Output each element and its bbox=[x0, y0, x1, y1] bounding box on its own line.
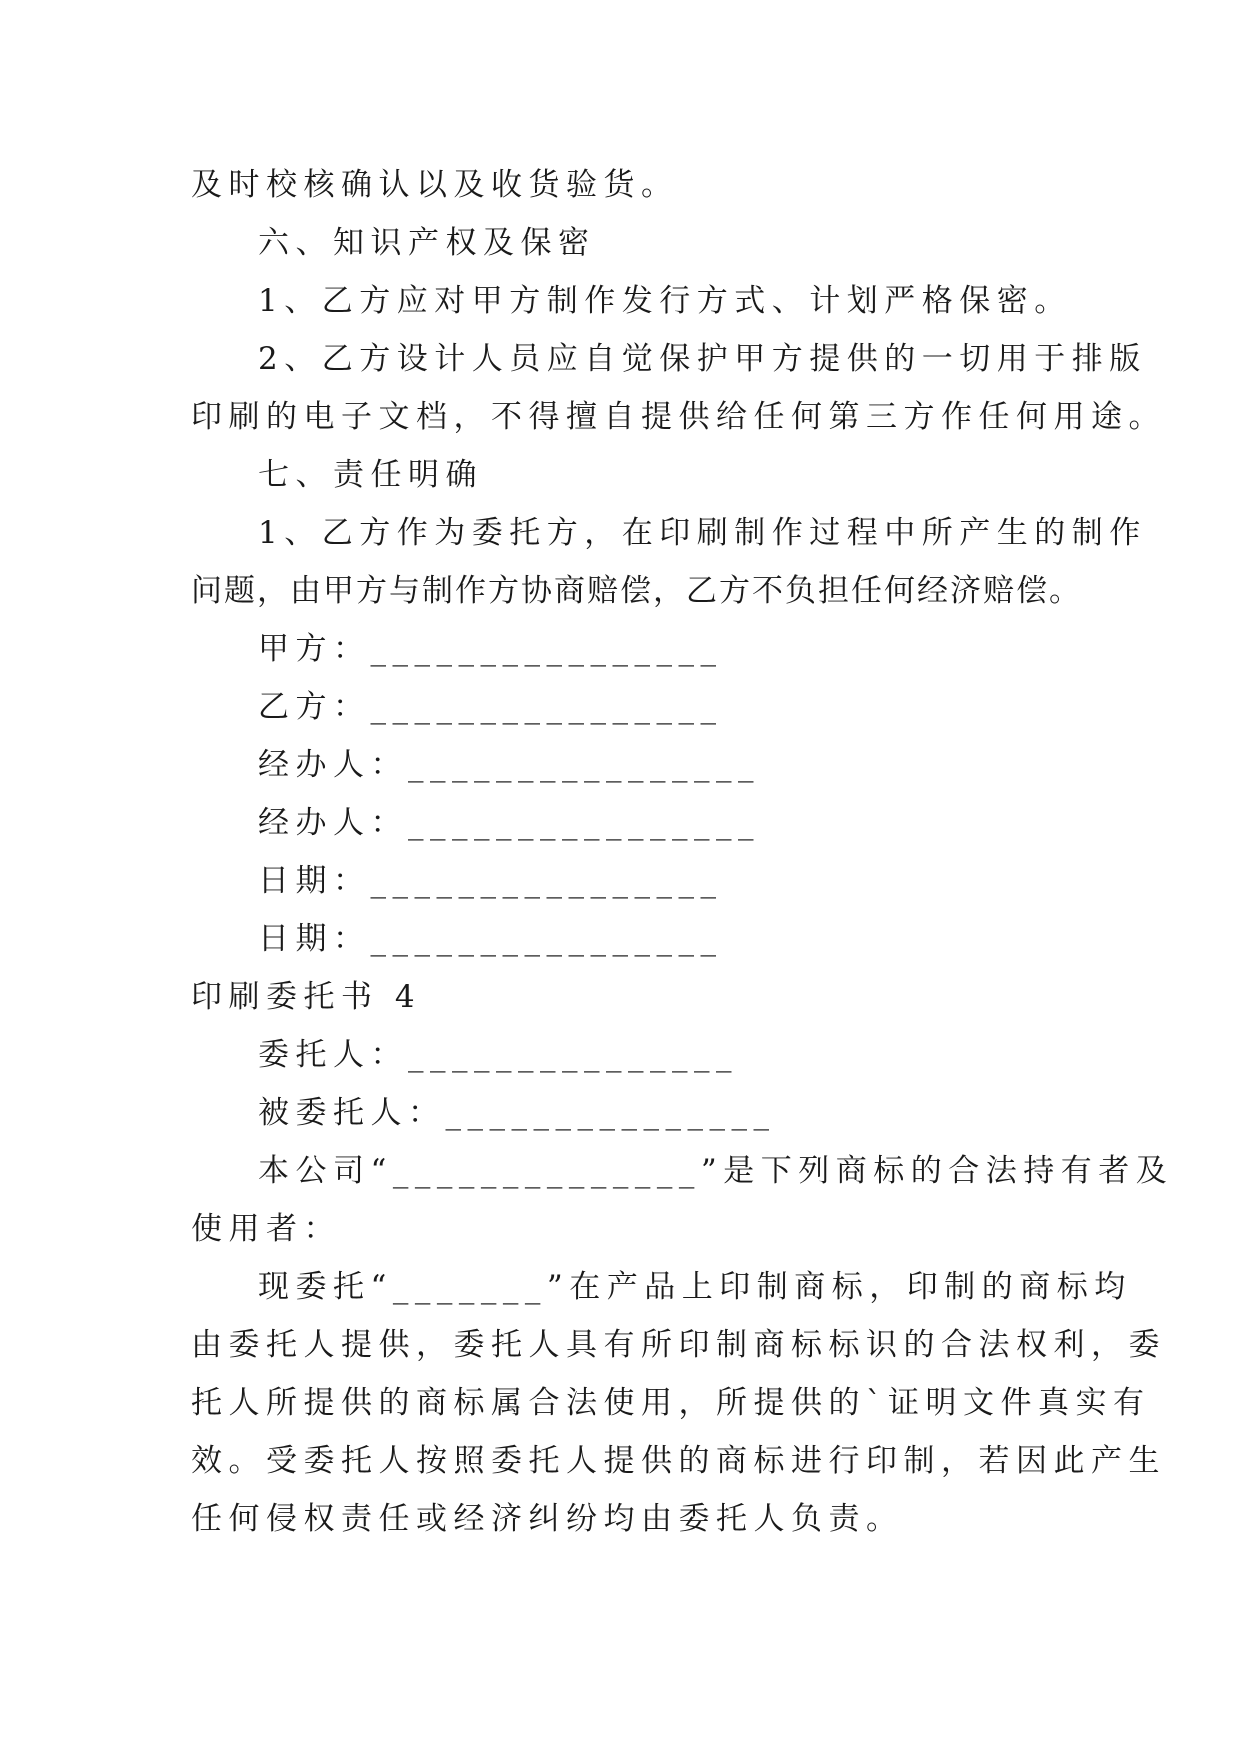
signature-field: 经办人：________________ bbox=[258, 747, 760, 783]
section-heading: 七、责任明确 bbox=[258, 457, 483, 493]
signature-field: 被委托人：_______________ bbox=[258, 1095, 776, 1131]
document-title: 印刷委托书 4 bbox=[191, 979, 422, 1015]
paragraph-line: 及时校核确认以及收货验货。 bbox=[191, 167, 679, 203]
signature-field: 委托人：_______________ bbox=[258, 1037, 738, 1073]
paragraph-line: 1、乙方应对甲方制作发行方式、计划严格保密。 bbox=[258, 283, 1072, 319]
paragraph-line: 使用者： bbox=[191, 1211, 341, 1247]
section-heading: 六、知识产权及保密 bbox=[258, 225, 596, 261]
paragraph-line: 任何侵权责任或经济纠纷均由委托人负责。 bbox=[191, 1501, 904, 1537]
paragraph-line: 托人所提供的商标属合法使用，所提供的`证明文件真实有 bbox=[191, 1385, 1151, 1421]
date-field: 日期：________________ bbox=[258, 921, 723, 957]
signature-field: 甲方：________________ bbox=[258, 631, 723, 667]
signature-field: 经办人：________________ bbox=[258, 805, 760, 841]
paragraph-line: 本公司“______________”是下列商标的合法持有者及 bbox=[258, 1153, 1174, 1189]
paragraph-line: 1、乙方作为委托方，在印刷制作过程中所产生的制作 bbox=[258, 515, 1147, 551]
paragraph-line: 问题，由甲方与制作方协商赔偿，乙方不负担任何经济赔偿。 bbox=[191, 573, 1082, 609]
paragraph-line: 效。受委托人按照委托人提供的商标进行印制，若因此产生 bbox=[191, 1443, 1166, 1479]
signature-field: 乙方：________________ bbox=[258, 689, 723, 725]
paragraph-line: 由委托人提供，委托人具有所印制商标标识的合法权利，委 bbox=[191, 1327, 1166, 1363]
paragraph-line: 现委托“_______”在产品上印制商标，印制的商标均 bbox=[258, 1269, 1132, 1305]
paragraph-line: 2、乙方设计人员应自觉保护甲方提供的一切用于排版 bbox=[258, 341, 1147, 377]
date-field: 日期：________________ bbox=[258, 863, 723, 899]
paragraph-line: 印刷的电子文档，不得擅自提供给任何第三方作任何用途。 bbox=[191, 399, 1166, 435]
